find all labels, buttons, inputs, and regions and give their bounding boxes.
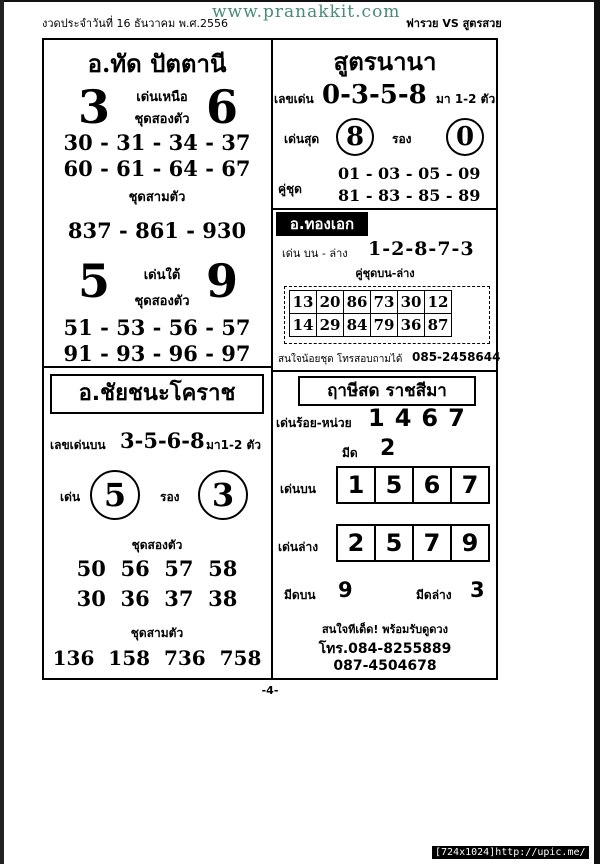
lead-label: เด่นร้อย-หน่วย	[276, 416, 352, 430]
three-row: 136 158 736 758	[52, 646, 262, 670]
digit-box: 2	[336, 524, 376, 562]
lead-suffix: มา1-2 ตัว	[206, 438, 262, 452]
digit-box: 5	[374, 524, 414, 562]
grid-cell: 84	[344, 314, 371, 337]
panel-title: สูตรนานา	[333, 48, 437, 76]
promo-text: สนใจทีเด็ด! พร้อมรับดูดวง	[322, 623, 448, 636]
issue-date: งวดประจำวันที่ 16 ธันวาคม พ.ศ.2556	[42, 17, 228, 30]
panel-title: ฤาษีสด ราชสีมา	[298, 376, 476, 406]
grid-cell: 12	[425, 291, 452, 314]
second-label: รอง	[160, 490, 180, 504]
section-title: ฟารวย VS สูตรสวย	[406, 17, 502, 30]
pair-grid	[289, 290, 452, 337]
main-digit: 5	[90, 470, 140, 520]
lead-label: เด่น บน - ล่าง	[282, 247, 348, 260]
phone-2: 087-4504678	[333, 658, 437, 674]
knife-top-label: มีดบน	[284, 588, 316, 602]
pair-row: 60 - 61 - 64 - 67	[63, 156, 251, 181]
top-label: เด่นบน	[280, 482, 316, 496]
grid-cell: 73	[371, 291, 398, 314]
top-digit-right: 6	[206, 80, 239, 134]
pair-row: 81 - 83 - 85 - 89	[338, 186, 481, 205]
grid-cell: 20	[317, 291, 344, 314]
pair-row: 01 - 03 - 05 - 09	[338, 164, 481, 183]
panel-title: อ.ชัยชนะโคราช	[50, 374, 264, 414]
pair-row: 30 - 31 - 34 - 37	[63, 130, 251, 155]
pair-row: 51 - 53 - 56 - 57	[63, 315, 251, 340]
grid-cell: 79	[371, 314, 398, 337]
digit-box: 6	[412, 466, 452, 504]
sure-digit: 2	[380, 436, 396, 461]
knife-bottom-digit: 3	[470, 578, 485, 602]
lead-numbers: 1467	[368, 404, 475, 432]
bottom-label: เด่นใต้	[143, 268, 181, 283]
main-label: เด่น	[60, 490, 81, 504]
three-label: ชุดสามตัว	[128, 190, 186, 205]
main-digit: 8	[336, 118, 374, 156]
lead-suffix: มา 1-2 ตัว	[436, 92, 496, 106]
digit-box: 9	[450, 524, 490, 562]
three-row: 837 - 861 - 930	[67, 218, 247, 243]
top-digit-left: 3	[78, 80, 111, 134]
lead-numbers: 0-3-5-8	[322, 80, 427, 110]
panel-title: อ.ทองเอก	[276, 212, 368, 236]
pair-label: คู่ชุดบน-ล่าง	[355, 267, 415, 280]
grid-cell: 36	[398, 314, 425, 337]
left-divider	[42, 366, 272, 368]
grid-cell: 86	[344, 291, 371, 314]
main-label: เด่นสุด	[284, 132, 320, 146]
bottom-sublabel: ชุดสองตัว	[134, 294, 190, 309]
digit-box: 5	[374, 466, 414, 504]
contact-phone: 085-2458644	[412, 350, 501, 364]
lead-label: เลขเด่นบน	[50, 438, 106, 452]
phone-1: โทร.084-8255889	[318, 641, 452, 657]
bottom-digit-boxes	[336, 524, 490, 562]
grid-cell: 30	[398, 291, 425, 314]
page-number: -4-	[261, 684, 279, 697]
three-label: ชุดสามตัว	[130, 626, 184, 640]
watermark: [724x1024]http://upic.me/	[432, 846, 589, 859]
column-divider	[271, 38, 273, 680]
grid-cell: 14	[290, 314, 317, 337]
knife-bottom-label: มีดล่าง	[416, 588, 452, 602]
second-digit: 3	[198, 470, 248, 520]
two-row: 50 56 57 58	[76, 556, 238, 581]
site-url: www.pranakkit.com	[212, 2, 401, 22]
pair-grid-frame	[284, 286, 490, 344]
scan-edge-left	[0, 0, 4, 864]
pair-label: คู่ชุด	[278, 182, 302, 196]
two-label: ชุดสองตัว	[131, 538, 183, 552]
lead-numbers: 1-2-8-7-3	[368, 238, 475, 260]
sure-label: มีด	[342, 446, 358, 460]
lead-label: เลขเด่น	[274, 92, 314, 106]
panel-title: อ.ทัด ปัตตานี	[87, 49, 227, 78]
digit-box: 7	[412, 524, 452, 562]
digit-box: 7	[450, 466, 490, 504]
top-digit-boxes	[336, 466, 490, 504]
grid-cell: 87	[425, 314, 452, 337]
pair-row: 91 - 93 - 96 - 97	[63, 341, 251, 366]
knife-top-digit: 9	[338, 578, 353, 602]
scan-edge-right	[594, 0, 600, 864]
lead-numbers: 3-5-6-8	[120, 428, 205, 453]
bottom-digit-right: 9	[206, 254, 239, 308]
right-divider-2	[272, 370, 498, 372]
bottom-digit-left: 5	[78, 254, 111, 308]
top-label: เด่นเหนือ	[136, 90, 188, 105]
second-label: รอง	[392, 132, 412, 146]
grid-cell: 29	[317, 314, 344, 337]
bottom-label: เด่นล่าง	[278, 540, 319, 554]
top-sublabel: ชุดสองตัว	[134, 112, 190, 127]
grid-cell: 13	[290, 291, 317, 314]
two-row: 30 36 37 38	[76, 586, 238, 611]
right-divider-1	[272, 208, 498, 210]
second-digit: 0	[446, 118, 484, 156]
contact-note: สนใจน้อยชุด โทรสอบถามได้	[278, 354, 403, 365]
digit-box: 1	[336, 466, 376, 504]
